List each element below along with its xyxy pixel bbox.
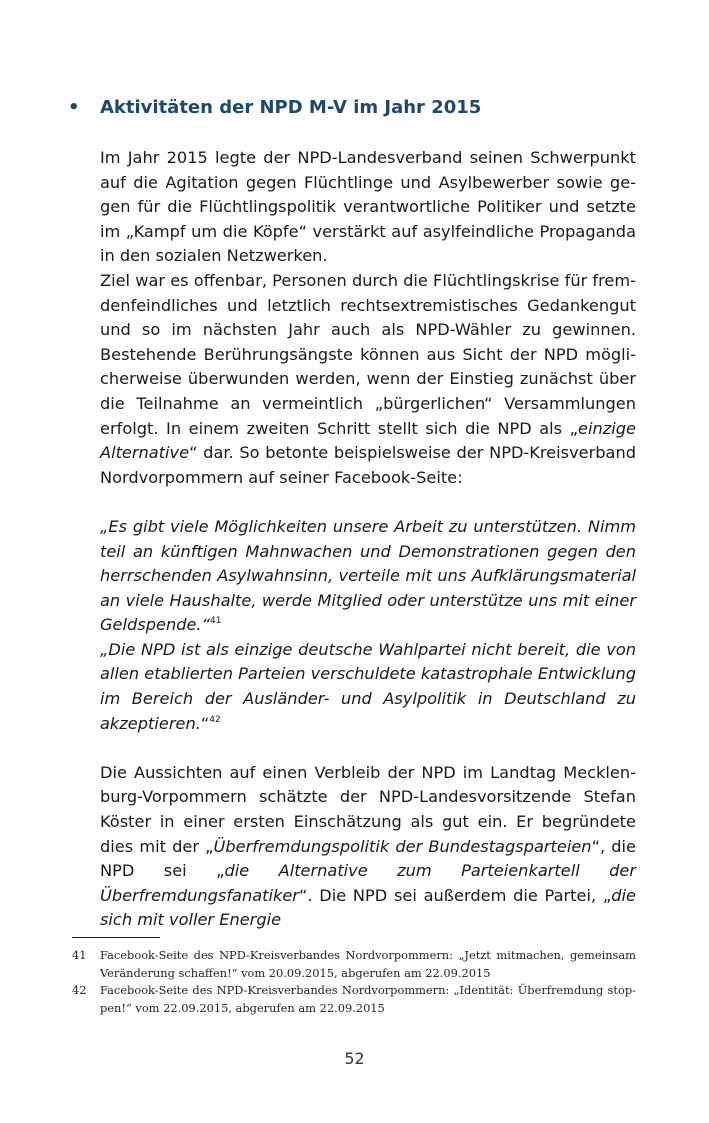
paragraph-intro: Im Jahr 2015 legte der NPD-Landesverband seinen Schwerpunkt auf die Agitation gegen Flüchtlinge und Asylbewerber sowie gegen für die Flüchtlingspolitik verantwortliche Politiker und setzte im „Kampf um die Köpfe“ verstärkt auf asylfeindliche Propaganda in den sozialen Netzwerken. [100,148,636,266]
footnote-divider [72,937,160,938]
footnotes [72,947,636,1017]
page-number: 52 [344,1049,365,1068]
section-heading: Aktivitäten der NPD M-V im Jahr 2015 [100,97,482,118]
paragraph-prospects: Die Aussichten auf einen Verbleib der NPD im Landtag Mecklenburg-Vorpommern schätzte der NPD-Landesvorsitzende Stefan Köster in einer ersten Einschätzung als gut ein. Er begründete dies mit der „Überfremdungspolitik der Bundestagsparteien“, die NPD sei „die Alternative zum Parteienkartell der Überfremdungsfanatiker“. Die NPD sei außerdem die Partei, „die sich mit voller Energie [100,762,637,930]
footnote-41 [72,947,636,982]
bullet-icon: • [68,97,80,118]
paragraph-goal: Ziel war es offenbar, Personen durch die Flüchtlingskrise für fremdenfeindliches und letztlich rechtsextremistisches Gedankengut und so im nächsten Jahr auch als NPD-Wähler zu gewinnen. Bestehende Berührungsängste können aus Sicht der NPD möglicherweise überwunden werden, wenn der Einstieg zunächst über die Teilnahme an vermeintlich „bürgerlichen“ Versammlungen erfolgt. In einem zweiten Schritt stellt sich die NPD als „einzige Alternative“ dar. So betonte beispielsweise der NPD-Kreisverband Nordvorpommern auf seiner Facebook-Seite: [100,270,636,487]
footnote-ref-41: 41 [209,616,222,627]
quote-2: „Die NPD ist als einzige deutsche Wahlpartei nicht bereit, die von allen etablierten Parteien verschuldete katastrophale Entwicklung im Bereich der Ausländer- und Asylpolitik in Deutschland zu akzeptieren.“$^{42}$ [100,639,636,733]
footnote-42 [72,982,636,1017]
footnote-ref-42: 42 [209,714,221,725]
footnote-text: Facebook-Seite des NPD-Kreisverbandes Nordvorpommern: „Jetzt mitmachen, gemeinsam Veränderung schaffen!“ vom 20.09.2015, abgerufen am 22.09.2015 [100,948,636,980]
footnote-number: 42 [72,983,87,998]
body-text [100,146,636,933]
footnote-text: Facebook-Seite des NPD-Kreisverbandes Nordvorpommern: „Identität: Überfremdung stoppen!“ vom 22.09.2015, abgerufen am 22.09.2015 [100,983,636,1015]
quote-1: „Es gibt viele Möglichkeiten unsere Arbeit zu unterstützen. Nimm teil an künftigen Mahnwachen und Demonstrationen gegen den herrschenden Asylwahnsinn, verteile mit uns Aufklärungsmaterial an viele Haushalte, werde Mitglied oder unterstütze uns mit einer Geldspende.“$^{41}$ [100,516,636,635]
footnote-number: 41 [72,948,87,962]
